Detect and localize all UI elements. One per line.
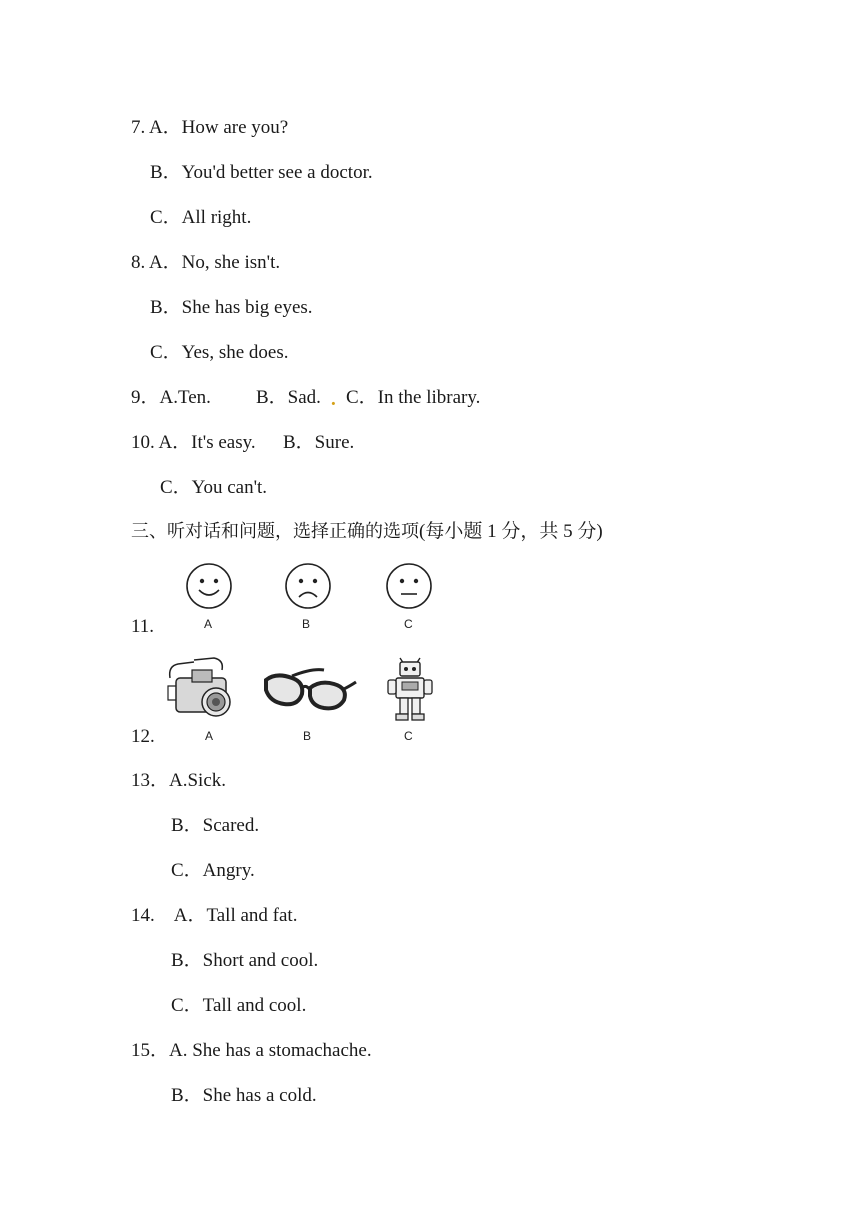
q8-option-a: 8. A．No, she isn't. xyxy=(131,252,281,273)
section-3-title: 三、听对话和问题，选择正确的选项 xyxy=(131,521,419,542)
q13-option-c: C．Angry. xyxy=(171,860,255,881)
q9-option-a: 9．A.Ten. xyxy=(131,387,211,408)
q7-option-b: B．You'd better see a doctor. xyxy=(150,162,373,183)
sad-face-icon xyxy=(284,562,334,612)
q7-option-c: C．All right. xyxy=(150,207,252,228)
q10-option-a: 10. A．It's easy. xyxy=(131,432,256,453)
q12-caption-b: B xyxy=(303,729,312,743)
q7-option-a: 7. A．How are you? xyxy=(131,117,289,138)
q11-caption-a: A xyxy=(204,617,213,631)
q14-option-c: C．Tall and cool. xyxy=(171,995,307,1016)
section-3-heading xyxy=(131,520,603,544)
q14-option-a: 14. A．Tall and fat. xyxy=(131,905,298,926)
q14-option-b: B．Short and cool. xyxy=(171,950,319,971)
q12-caption-a: A xyxy=(205,729,214,743)
q11-caption-b: B xyxy=(302,617,311,631)
q12-number: 12. xyxy=(131,726,155,747)
q9-option-c: C．In the library. xyxy=(346,387,481,408)
neutral-face-icon xyxy=(385,562,435,612)
q8-option-b: B．She has big eyes. xyxy=(150,297,313,318)
q8-option-c: C．Yes, she does. xyxy=(150,342,289,363)
section-3-score: (每小题 1 分，共 5 分) xyxy=(419,521,603,542)
q10-option-c: C．You can't. xyxy=(160,477,268,498)
smiling-face-icon xyxy=(185,562,235,612)
q12-caption-c: C xyxy=(404,729,413,743)
camera-icon xyxy=(164,656,238,720)
q13-option-b: B．Scared. xyxy=(171,815,260,836)
q11-caption-c: C xyxy=(404,617,413,631)
glasses-icon xyxy=(262,668,358,712)
robot-icon xyxy=(386,656,434,724)
q13-option-a: 13．A.Sick. xyxy=(131,770,227,791)
q10-option-b: B．Sure. xyxy=(283,432,355,453)
q11-number: 11. xyxy=(131,616,155,637)
q15-option-a: 15．A. She has a stomachache. xyxy=(131,1040,372,1061)
q9-mark: . xyxy=(331,389,336,410)
q15-option-b: B．She has a cold. xyxy=(171,1085,317,1106)
q9-option-b: B．Sad. xyxy=(256,387,321,408)
